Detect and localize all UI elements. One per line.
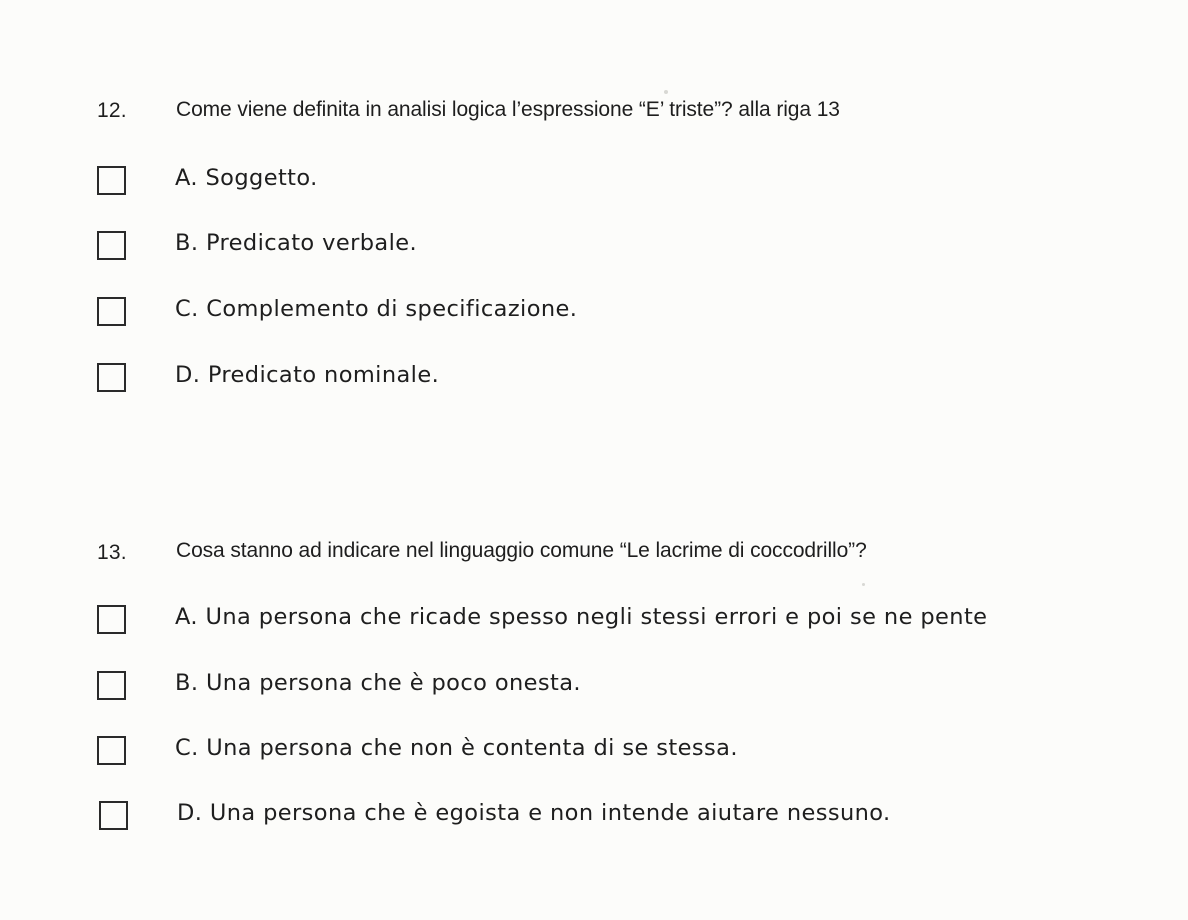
option-text: C. Una persona che non è contenta di se stessa. <box>175 735 738 761</box>
option-text: D. Una persona che è egoista e non intende aiutare nessuno. <box>177 800 891 826</box>
option-d <box>0 801 1188 835</box>
checkbox[interactable] <box>97 231 126 260</box>
option-a <box>0 166 1188 200</box>
question-text: Cosa stanno ad indicare nel linguaggio comune “Le lacrime di coccodrillo”? <box>176 539 867 562</box>
option-b <box>0 231 1188 265</box>
checkbox[interactable] <box>97 736 126 765</box>
checkbox[interactable] <box>99 801 128 830</box>
question-number: 13. <box>97 541 127 564</box>
scan-speck <box>862 583 865 586</box>
option-text: B. Predicato verbale. <box>175 230 418 256</box>
option-text: A. Una persona che ricade spesso negli stessi errori e poi se ne pente <box>175 604 988 630</box>
question-number: 12. <box>97 99 127 122</box>
checkbox[interactable] <box>97 363 126 392</box>
option-text: C. Complemento di specificazione. <box>175 296 578 322</box>
option-c <box>0 297 1188 331</box>
checkbox[interactable] <box>97 166 126 195</box>
option-text: D. Predicato nominale. <box>175 362 440 388</box>
option-b <box>0 671 1188 705</box>
checkbox[interactable] <box>97 297 126 326</box>
checkbox[interactable] <box>97 605 126 634</box>
scan-speck <box>664 90 668 94</box>
checkbox[interactable] <box>97 671 126 700</box>
option-text: A. Soggetto. <box>175 165 318 191</box>
option-a <box>0 605 1188 639</box>
option-text: B. Una persona che è poco onesta. <box>175 670 581 696</box>
option-d <box>0 363 1188 397</box>
question-text: Come viene definita in analisi logica l’espressione “E’ triste”? alla riga 13 <box>176 98 840 121</box>
option-c <box>0 736 1188 770</box>
